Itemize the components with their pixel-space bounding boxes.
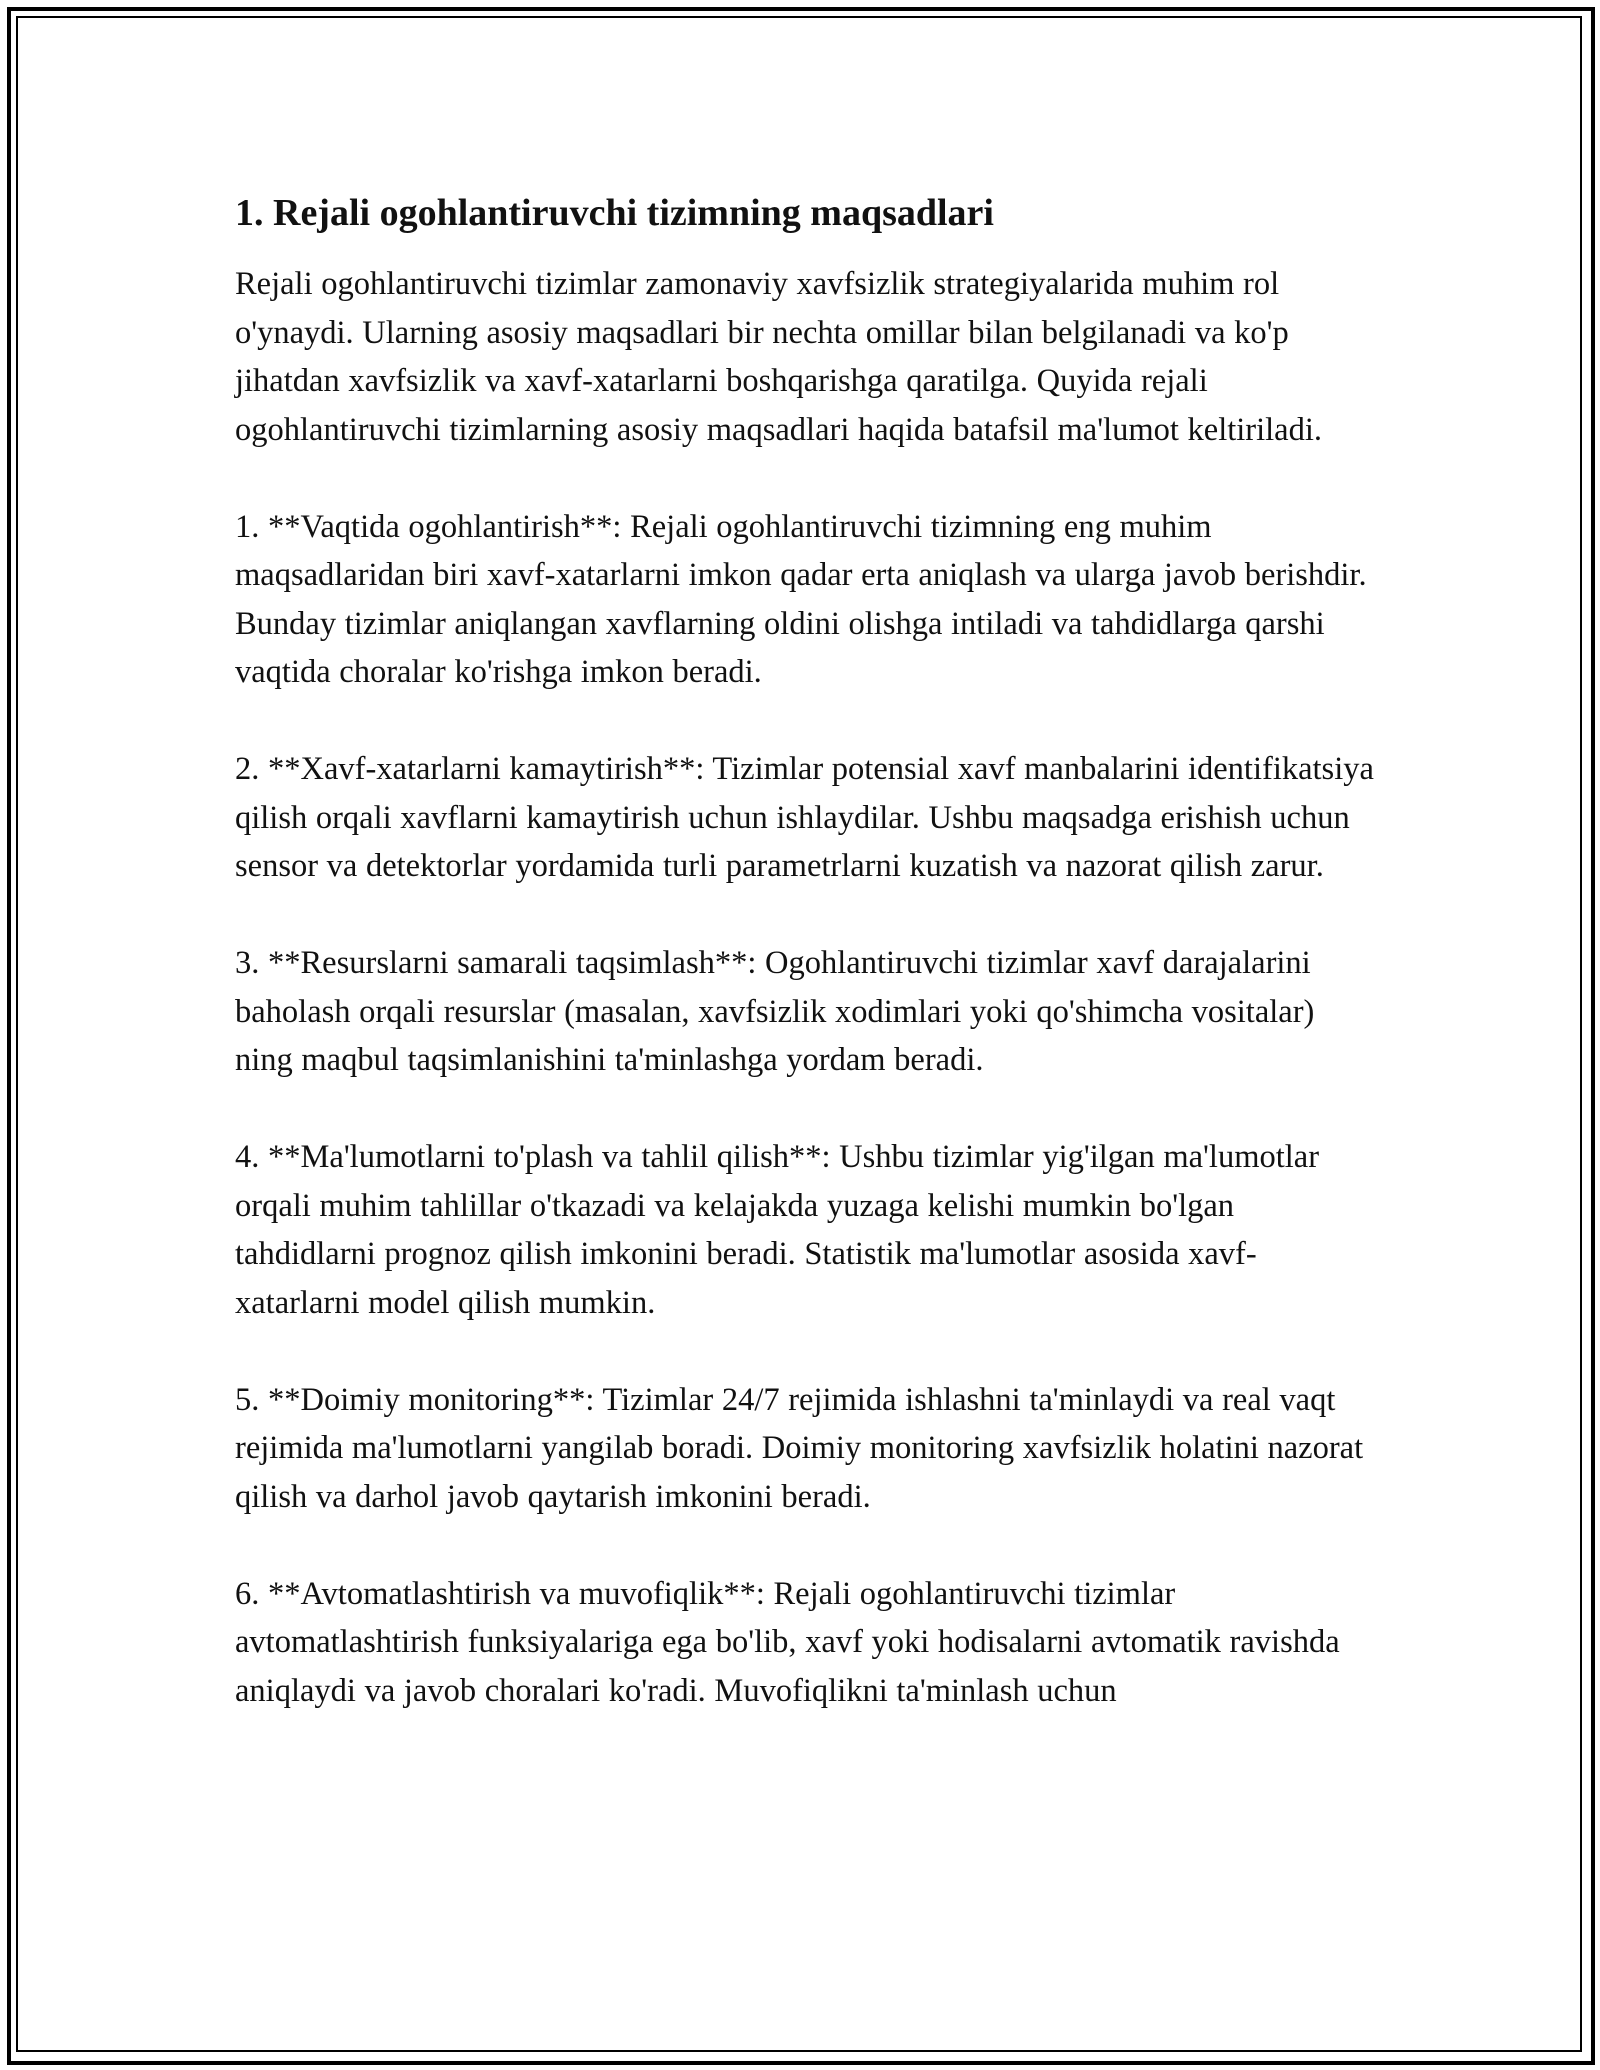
document-body	[235, 188, 1375, 1764]
list-item-2: 2. **Xavf-xatarlarni kamaytirish**: Tizimlar potensial xavf manbalarini identifikatsiya qilish orqali xavflarni kamaytirish uchun ishlaydilar. Ushbu maqsadga erishish uchun sensor va detektorlar yordamida turli parametrlarni kuzatish va nazorat qilish zarur.	[235, 751, 1374, 884]
intro-paragraph: Rejali ogohlantiruvchi tizimlar zamonaviy xavfsizlik strategiyalarida muhim rol o'ynaydi. Ularning asosiy maqsadlari bir nechta omillar bilan belgilanadi va ko'p jihatdan xavfsizlik va xavf-xatarlarni boshqarishga qaratilga. Quyida rejali ogohlantiruvchi tizimlarning asosiy maqsadlari haqida batafsil ma'lumot keltiriladi.	[235, 266, 1323, 448]
list-item-1: 1. **Vaqtida ogohlantirish**: Rejali ogohlantiruvchi tizimning eng muhim maqsadlaridan biri xavf-xatarlarni imkon qadar erta aniqlash va ularga javob berishdir. Bunday tizimlar aniqlangan xavflarning oldini olishga intiladi va tahdidlarga qarshi vaqtida choralar ko'rishga imkon beradi.	[235, 508, 1367, 690]
section-heading: 1. Rejali ogohlantiruvchi tizimning maqsadlari	[235, 192, 994, 234]
list-item-5: 5. **Doimiy monitoring**: Tizimlar 24/7 rejimida ishlashni ta'minlaydi va real vaqt rejimida ma'lumotlarni yangilab boradi. Doimiy monitoring xavfsizlik holatini nazorat qilish va darhol javob qaytarish imkonini beradi.	[235, 1381, 1364, 1515]
list-item-4: 4. **Ma'lumotlarni to'plash va tahlil qilish**: Ushbu tizimlar yig'ilgan ma'lumotlar orqali muhim tahlillar o'tkazadi va kelajakda yuzaga kelishi mumkin bo'lgan tahdidlarni prognoz qilish imkonini beradi. Statistik ma'lumotlar asosida xavf-xatarlarni model qilish mumkin.	[235, 1139, 1320, 1321]
list-item-3: 3. **Resurslarni samarali taqsimlash**: Ogohlantiruvchi tizimlar xavf darajalarini baholash orqali resurslar (masalan, xavfsizlik xodimlari yoki qo'shimcha vositalar) ning maqbul taqsimlanishini ta'minlashga yordam beradi.	[235, 945, 1315, 1078]
list-item-6: 6. **Avtomatlashtirish va muvofiqlik**: Rejali ogohlantiruvchi tizimlar avtomatlashtirish funksiyalariga ega bo'lib, xavf yoki hodisalarni avtomatik ravishda aniqlaydi va javob choralari ko'radi. Muvofiqlikni ta'minlash uchun	[235, 1575, 1340, 1709]
